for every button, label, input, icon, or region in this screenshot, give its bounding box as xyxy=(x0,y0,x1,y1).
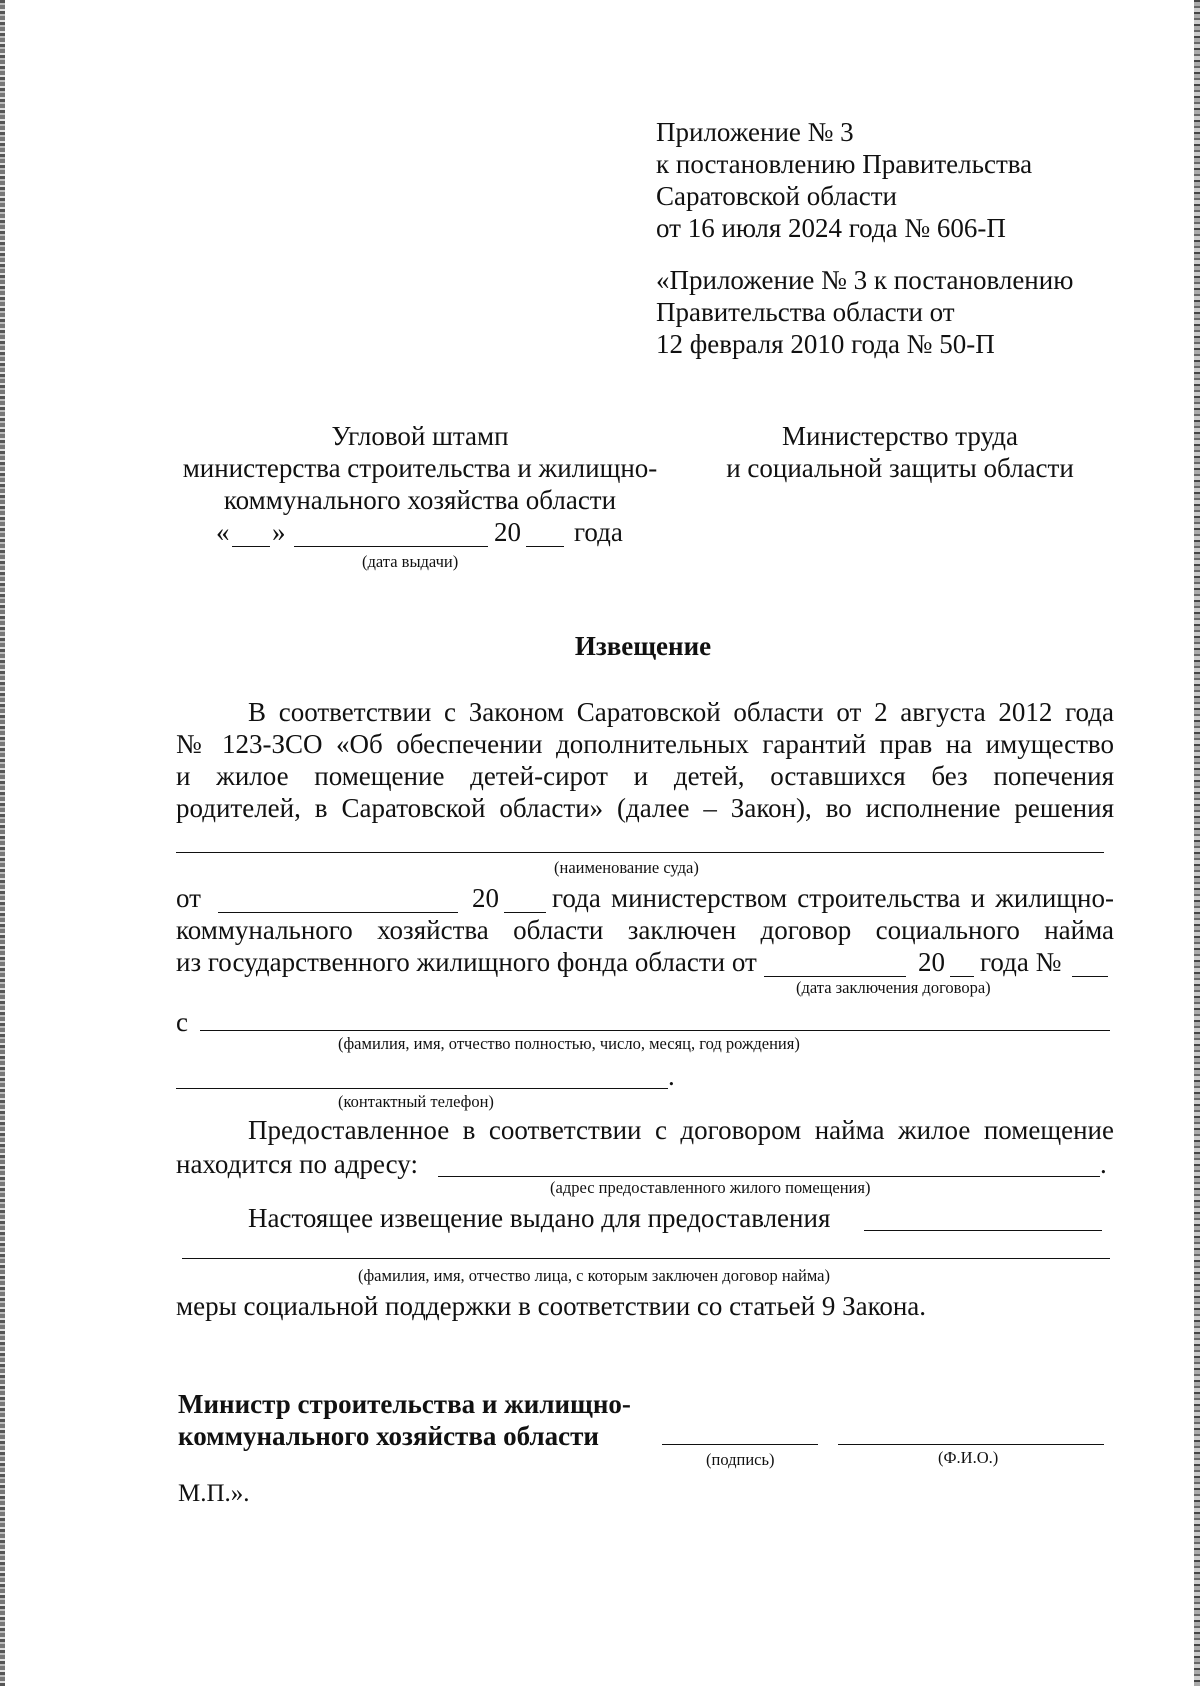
paragraph-1-line-8: из государственного жилищного фонда области от xyxy=(176,947,757,977)
contract-date-blank[interactable] xyxy=(764,976,906,977)
scan-edge-left xyxy=(0,0,5,1686)
court-name-blank[interactable] xyxy=(176,852,1104,853)
appendix-old-line-1: «Приложение № 3 к постановлению xyxy=(656,265,1074,295)
stamp-line-3: коммунального хозяйства области xyxy=(223,485,617,515)
address-caption: (адрес предоставленного жилого помещения) xyxy=(550,1178,871,1197)
appendix-line-3: Саратовской области xyxy=(656,181,897,211)
recipient-line-2: и социальной защиты области xyxy=(726,453,1074,483)
signatory-title-line-2: коммунального хозяйства области xyxy=(178,1421,599,1451)
address-blank[interactable] xyxy=(438,1176,1100,1177)
paragraph-1-line-2: № 123-ЗСО «Об обеспечении дополнительных гарантий прав на имущество xyxy=(176,729,1114,759)
with-word: с xyxy=(176,1007,188,1037)
stamp-year-word: года xyxy=(574,517,623,547)
paragraph-2-line-2: находится по адресу: xyxy=(176,1149,418,1179)
paragraph-3-line-1: Настоящее извещение выдано для предоставления xyxy=(248,1203,831,1233)
scan-edge-right xyxy=(1194,0,1200,1686)
paragraph-1-line-7: коммунального хозяйства области заключен договор социального найма xyxy=(176,915,1114,945)
contact-phone-caption: (контактный телефон) xyxy=(338,1092,494,1111)
court-name-caption: (наименование суда) xyxy=(554,858,699,877)
signatory-title-line-1: Министр строительства и жилищно- xyxy=(178,1389,631,1419)
appendix-line-4: от 16 июля 2024 года № 606-П xyxy=(656,213,1006,243)
contract-number-blank[interactable] xyxy=(1072,976,1108,977)
fio-caption: (Ф.И.О.) xyxy=(938,1448,999,1467)
appendix-old-line-3: 12 февраля 2010 года № 50-П xyxy=(656,329,995,359)
stamp-month-blank[interactable] xyxy=(294,546,488,547)
stamp-date-caption: (дата выдачи) xyxy=(362,552,459,571)
stamp-date-open-quote: « xyxy=(216,517,230,547)
paragraph-3-line-3: меры социальной поддержки в соответствии со статьей 9 Закона. xyxy=(176,1291,927,1321)
stamp-line-1: Угловой штамп xyxy=(331,421,509,451)
paragraph-2-line-1: Предоставленное в соответствии с договором найма жилое помещение xyxy=(248,1115,1114,1145)
decision-year-prefix: 20 xyxy=(472,883,499,913)
tenant-fio-blank[interactable] xyxy=(200,1030,1110,1031)
appendix-line-1: Приложение № 3 xyxy=(656,117,854,147)
contact-phone-dot: . xyxy=(668,1061,675,1091)
appendix-line-2: к постановлению Правительства xyxy=(656,149,1033,179)
from-word: от xyxy=(176,883,201,913)
contract-date-caption: (дата заключения договора) xyxy=(796,978,991,997)
recipient-line-1: Министерство труда xyxy=(781,421,1018,451)
stamp-year-blank[interactable] xyxy=(526,546,564,547)
person-blank-2[interactable] xyxy=(182,1258,1110,1259)
tenant-fio-caption: (фамилия, имя, отчество полностью, число, месяц, год рождения) xyxy=(338,1034,800,1053)
contract-year-prefix: 20 xyxy=(918,947,945,977)
paragraph-1-line-6: года министерством строительства и жилищно- xyxy=(552,883,1114,913)
stamp-line-2: министерства строительства и жилищно- xyxy=(182,453,658,483)
document-title: Извещение xyxy=(574,631,712,661)
court-decision-date-blank[interactable] xyxy=(218,912,458,913)
contact-phone-blank[interactable] xyxy=(176,1088,668,1089)
address-dot: . xyxy=(1100,1149,1107,1179)
appendix-old-line-2: Правительства области от xyxy=(656,297,955,327)
fio-blank[interactable] xyxy=(838,1444,1104,1445)
stamp-day-blank[interactable] xyxy=(232,546,270,547)
contract-number-label: года № xyxy=(980,947,1062,977)
paragraph-1-line-4: родителей, в Саратовской области» (далее – Закон), во исполнение решения xyxy=(176,793,1114,823)
seal-place: М.П.». xyxy=(178,1480,250,1507)
stamp-date-close-quote: » xyxy=(272,517,286,547)
decision-year-blank[interactable] xyxy=(504,912,546,913)
signature-blank[interactable] xyxy=(662,1444,818,1445)
paragraph-1-line-1: В соответствии с Законом Саратовской области от 2 августа 2012 года xyxy=(248,697,1114,727)
person-caption: (фамилия, имя, отчество лица, с которым заключен договор найма) xyxy=(358,1266,830,1285)
person-blank-1[interactable] xyxy=(864,1230,1102,1231)
signature-caption: (подпись) xyxy=(706,1450,775,1469)
paragraph-1-line-3: и жилое помещение детей-сирот и детей, оставшихся без попечения xyxy=(176,761,1114,791)
contract-year-blank[interactable] xyxy=(950,976,974,977)
stamp-year-prefix: 20 xyxy=(494,517,521,547)
